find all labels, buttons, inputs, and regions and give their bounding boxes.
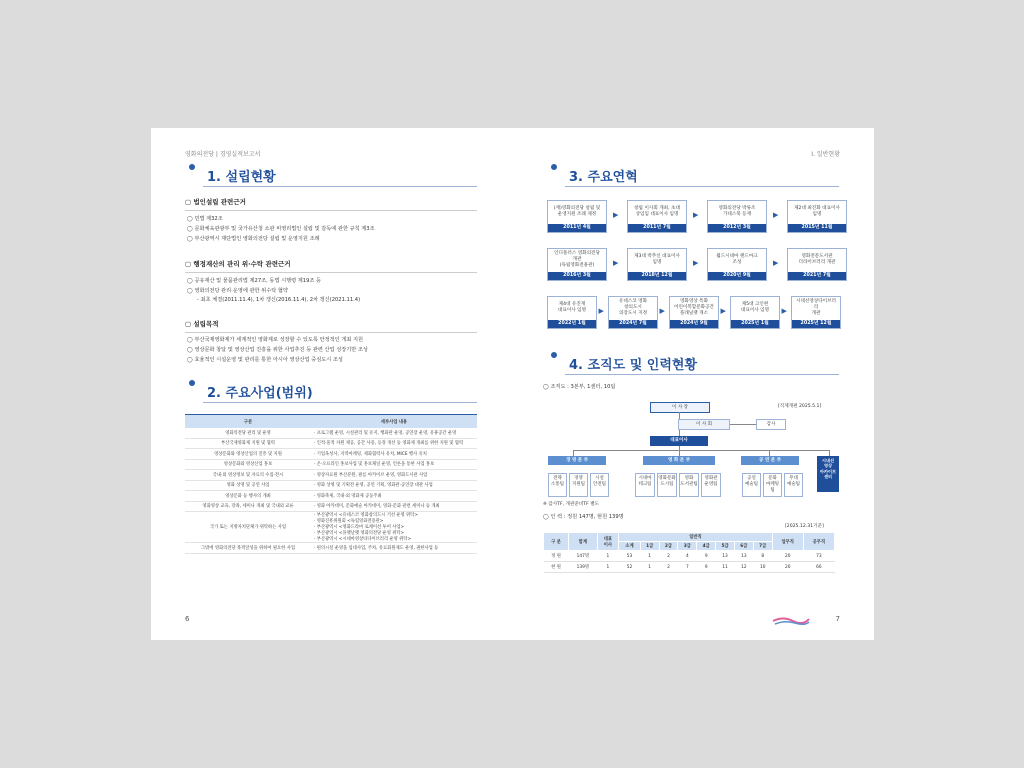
- table-row: 영상문화와 영상산업의 진흥 및 지원 · 기업육성사, 지역마케팅, 제화협력사 유치, MICE 행사 유치: [185, 449, 477, 460]
- history-item: (재)영화의전당 설립 및 운영지원 조례 제정 2011년 4월: [547, 200, 607, 233]
- org-team: 공연 예술팀: [742, 473, 761, 497]
- business-scope-table: [185, 414, 477, 554]
- list-item: ◯ 영상문화 창달 및 영상산업 진흥을 위한 사업추진 등 관련 산업 성장기반 조성: [187, 347, 368, 353]
- running-head-right: I. 일반현황: [811, 151, 840, 158]
- org-team: 영화관 운영팀: [701, 473, 721, 497]
- table-row: 국가 또는 지방자치단체가 위탁하는 사업 · 부산광역시 <유네스코 영화창의도시 거선 운영 위탁> · 영화진흥위원회 <독립영화전용관> · 부산광역시 <영화드라마 로케이션 투어 사업> · 부산광역시 <플랫날랫 영화의전당 운영 위탁> · 부산광역시 <시네마영상타다이브러리 운영 위탁>: [185, 512, 477, 543]
- table-row: 현 원 139명 1 52 1 2 7 9 11 12 10 20 66: [544, 562, 835, 573]
- table-row: 국내·외 영상정보 및 자료의 수집·전시 · 영상자료원 부산분원, 필름 아카이브 운영, 영화도서관 사업: [185, 470, 477, 481]
- table-row: 부산국제영화제 지원 및 협력 · 인적·물적 자원 제공, 공간 사용, 동경 개선 등 영화제 개최를 위한 지원 및 협력: [185, 438, 477, 449]
- list-item: ◯ 문화체육관광부 및 국가유산청 소관 비영리법인 설립 및 감독에 관한 규칙 제3조: [187, 226, 375, 232]
- table-row: 영상문화 등 행사의 개최 · 영화축제, 국내·외 영화제 공동주최: [185, 491, 477, 502]
- document-spread: [151, 128, 874, 640]
- org-summary: ◯ 조직도 : 3본부, 1센터, 10팀: [543, 384, 616, 390]
- section-4-heading: 4. 조직도 및 인력현황: [569, 354, 697, 373]
- subheading-admin-property: ▢ 행정재산의 관리 위·수탁 관련근거: [185, 260, 291, 268]
- org-team: 시설 안전팀: [590, 473, 609, 497]
- org-archive-center: 시네선 영상 아카이브 센터: [817, 456, 839, 492]
- list-item: ◯ 영화의전당 관리·운영에 관한 위수탁 협약: [187, 288, 288, 294]
- table-row: 영화의전당 관리 및 운영 · 프로그램 운영, 시설관리 및 유지, 행화관 운영, 공연장 운영, 유휴공간 운영: [185, 428, 477, 438]
- running-head-left: 영화의전당 | 경영실적보고서: [185, 151, 261, 158]
- section-3-heading: 3. 주요연혁: [569, 166, 638, 185]
- org-ceo: 대표이사: [650, 436, 708, 446]
- history-item: 제2대 최진화 대표이사 임명 2015년 11월: [787, 200, 847, 233]
- list-item: ◯ 효율적인 시설운영 및 관리를 통한 아시아 영상산업 중심도시 조성: [187, 357, 343, 363]
- org-chairman: 이 사 장: [650, 402, 710, 413]
- arrow-right-icon: ▶: [773, 211, 779, 219]
- org-team: 시네마 테크팀: [635, 473, 655, 497]
- arrow-right-icon: ▶: [613, 211, 619, 219]
- section-rule: [565, 186, 839, 187]
- section-rule: [565, 374, 839, 375]
- org-hq-film: 영 화 본 부: [643, 456, 715, 465]
- arrow-right-icon: ▶: [720, 307, 726, 315]
- table-header: 세부사업 내용: [311, 415, 477, 429]
- table-row: 정 원 147명 1 53 1 2 4 9 13 13 8 20 73: [544, 551, 835, 562]
- table-header: 구분: [185, 415, 311, 429]
- org-auditor: 감사: [756, 419, 786, 430]
- org-team: 영화문화 도시팀: [657, 473, 677, 497]
- staff-table: 구 분 합계 대표 이사 일반직 업무직 공무직 소계 1급 2급 3급 4급 5급 6급 7급 정 원 147명 1 53 1 2 4 9 13 13 8 20 73 현 원 139명 1 52 1 2 7 9 11 12 10 20 66: [543, 532, 835, 573]
- org-team: 경영 지원팀: [569, 473, 588, 497]
- arrow-right-icon: ▶: [693, 259, 699, 267]
- history-item: 영화영상 특화 어린이복합문화공간 플래닐랫 개소 2024년 9월: [669, 296, 719, 329]
- history-item: 유네스코 영화 창의도시 의장도시 지정 2024년 7월: [608, 296, 658, 329]
- right-page: [513, 128, 874, 640]
- staff-summary: ◯ 인 력 : 정원 147명, 현원 139명: [543, 514, 624, 520]
- table-row: 그밖에 영화의전당 목적달성을 위하여 필요한 사업 · 편의시설 운영을 임대사업, 주차, 유료회원제도 운영, 권한사업 등: [185, 543, 477, 554]
- org-footnote: ※ 감사TF, 개관준비TF 별도: [543, 502, 600, 507]
- subheading-legal-basis: ▢ 법인설립 관련근거: [185, 198, 246, 206]
- section-2-heading: 2. 주요사업(범위): [207, 382, 313, 401]
- section-1-heading: 1. 설립현황: [207, 166, 276, 185]
- history-item: 창립 이사회 개최, 초대 상임임 대표이사 임명 2011년 7월: [627, 200, 687, 233]
- page-number: 7: [835, 615, 840, 623]
- history-item: 제5대 고인현 대표이사 임명 2025년 1월: [730, 296, 780, 329]
- list-item: ◯ 부산국제영화제가 세계적인 영화제로 성장할 수 있도록 안정적인 개최 지원: [187, 337, 363, 343]
- page-number: 6: [185, 615, 190, 623]
- bullet-dot-icon: [551, 352, 557, 358]
- bullet-dot-icon: [189, 164, 195, 170]
- arrow-right-icon: ▶: [613, 259, 619, 267]
- table-row: 영화 상영 및 공연 사업 · 영화 상영 및 기획전 운영, 공연 기획, 영화관·공연장 대관 사업: [185, 480, 477, 491]
- org-revision-note: [직제개편 2025.5.1]: [778, 404, 822, 409]
- history-item: 시네선영상다이브러리 개관 2025년 12월: [791, 296, 841, 329]
- list-item: - 최초 체결(2011.11.4), 1차 갱신(2016.11.4), 2차 갱신(2021.11.4): [197, 297, 361, 303]
- list-item: ◯ 공유재산 및 물품관리법 제27조, 동법 시행령 제19조 등: [187, 278, 322, 284]
- arrow-right-icon: ▶: [781, 307, 787, 315]
- subheading-purpose: ▢ 설립목적: [185, 320, 219, 328]
- history-item: 인디플러스 영화의전당 개관 (독립영화전용관) 2016년 3월: [547, 248, 607, 281]
- history-item: 제3대 박추신 대표이사 임명 2018년 12월: [627, 248, 687, 281]
- arrow-right-icon: ▶: [773, 259, 779, 267]
- arrow-right-icon: ▶: [659, 307, 665, 315]
- org-team: 영화 도서관팀: [679, 473, 699, 497]
- arrow-right-icon: ▶: [693, 211, 699, 219]
- org-board: 이 사 회: [678, 419, 730, 430]
- history-item: 영화의전당 박류조 가네스북 등재 2012년 3월: [707, 200, 767, 233]
- history-item: 영화전문도서관 더라이브러리 개관 2021년 7월: [787, 248, 847, 281]
- org-hq-management: 경 영 본 부: [548, 456, 606, 465]
- history-item: 제4대 유진재 대표이사 임명 2022년 1월: [547, 296, 597, 329]
- history-item: 월드시네마 랜드마크 조성 2020년 9월: [707, 248, 767, 281]
- bullet-dot-icon: [551, 164, 557, 170]
- table-row: 영화영상 교육, 강좌, 세미나 개최 및 국내외 교류 · 영화 아카데미, 문화예술 아카데미, 영화·문화 관련 세미나 등 개최: [185, 501, 477, 512]
- org-hq-performance: 공 연 본 부: [741, 456, 799, 465]
- section-rule: [203, 402, 477, 403]
- bullet-dot-icon: [189, 380, 195, 386]
- list-item: ◯ 민법 제32조: [187, 216, 223, 222]
- org-team: 전략 소통팀: [548, 473, 567, 497]
- left-page: [151, 128, 512, 640]
- org-team: 무대 예술팀: [784, 473, 803, 497]
- list-item: ◯ 부산광역시 재단법인 영화의전당 설립 및 운영지원 조례: [187, 236, 320, 242]
- org-team: 문화 마케팅팀: [763, 473, 782, 497]
- table-row: 영상문화와 영상산업 홍보 · 온·오프라인 홍보사업 및 홍보채널 운영, 언론을 통한 사업 홍보: [185, 459, 477, 470]
- arrow-right-icon: ▶: [598, 307, 604, 315]
- staff-date-note: [2025.12.31기준]: [785, 524, 824, 529]
- logo-icon: [771, 612, 811, 626]
- section-rule: [203, 186, 477, 187]
